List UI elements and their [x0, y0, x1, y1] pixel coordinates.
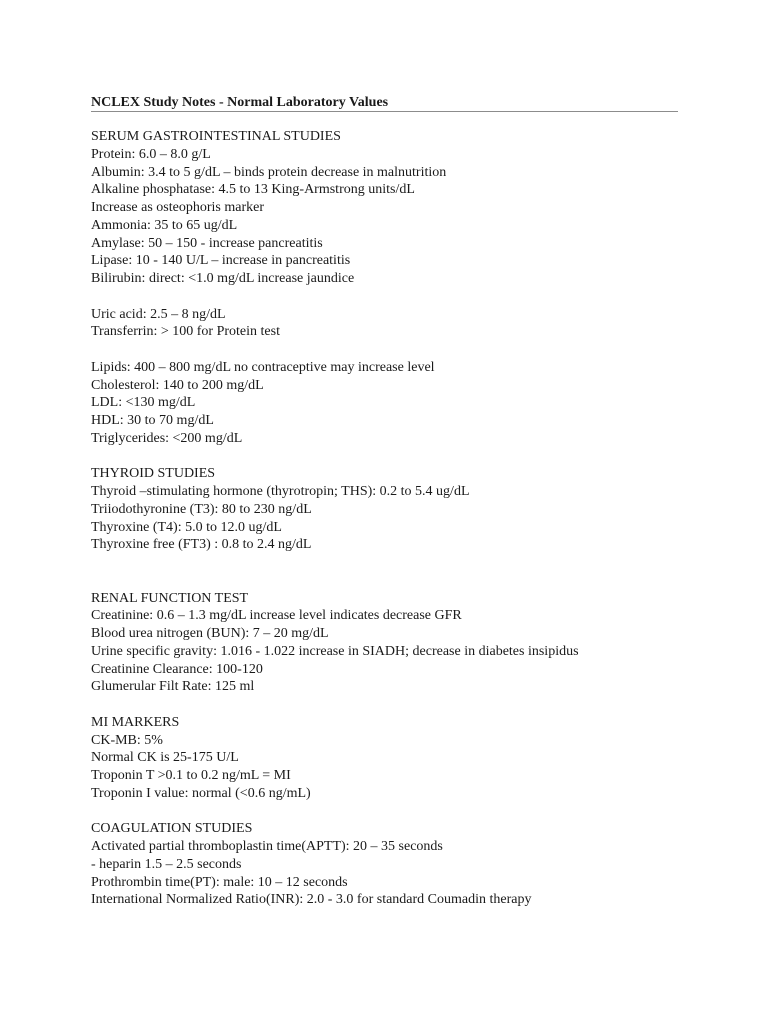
lab-value-line: Creatinine Clearance: 100-120 [91, 661, 263, 677]
title-divider [91, 111, 678, 112]
lab-value-line: Normal CK is 25-175 U/L [91, 750, 239, 766]
section-heading: SERUM GASTROINTESTINAL STUDIES [91, 129, 341, 144]
lab-value-line: Creatinine: 0.6 – 1.3 mg/dL increase level indicates decrease GFR [91, 608, 462, 624]
lab-value-line: HDL: 30 to 70 mg/dL [91, 413, 214, 428]
lab-value-line: Lipids: 400 – 800 mg/dL no contraceptive may increase level [91, 359, 435, 375]
lab-value-line: Increase as osteophoris marker [91, 200, 264, 215]
section-uric-transferrin [91, 306, 731, 342]
spacer [91, 554, 731, 590]
lab-value-line: Ammonia: 35 to 65 ug/dL [91, 217, 238, 233]
lab-value-line: International Normalized Ratio(INR): 2.0 - 3.0 for standard Coumadin therapy [91, 892, 532, 908]
spacer [91, 448, 731, 466]
lab-value-line: Alkaline phosphatase: 4.5 to 13 King-Armstrong units/dL [91, 182, 415, 198]
lab-value-line: Cholesterol: 140 to 200 mg/dL [91, 377, 264, 393]
spacer [91, 288, 731, 306]
document-body [91, 128, 731, 909]
spacer [91, 341, 731, 359]
lab-value-line: CK-MB: 5% [91, 732, 163, 748]
section-renal [91, 590, 731, 697]
lab-value-line: Triiodothyronine (T3): 80 to 230 ng/dL [91, 501, 312, 517]
lab-value-line: Troponin I value: normal (<0.6 ng/mL) [91, 785, 311, 801]
section-coagulation [91, 820, 731, 909]
lab-value-line: Transferrin: > 100 for Protein test [91, 324, 280, 340]
lab-value-line: Thyroid –stimulating hormone (thyrotropin; THS): 0.2 to 5.4 ug/dL [91, 484, 470, 499]
lab-value-line: LDL: <130 mg/dL [91, 395, 196, 411]
page-title: NCLEX Study Notes - Normal Laboratory Values [91, 95, 389, 110]
lab-value-line: Blood urea nitrogen (BUN): 7 – 20 mg/dL [91, 626, 329, 641]
section-serum-gi [91, 128, 731, 288]
section-thyroid [91, 465, 731, 554]
lab-value-line: Troponin T >0.1 to 0.2 ng/mL = MI [91, 768, 291, 783]
lab-value-line: Prothrombin time(PT): male: 10 – 12 seconds [91, 874, 348, 890]
lab-value-line: Lipase: 10 - 140 U/L – increase in pancreatitis [91, 253, 351, 269]
section-lipids [91, 359, 731, 448]
lab-value-line: Thyroxine free (FT3) : 0.8 to 2.4 ng/dL [91, 537, 312, 553]
lab-value-line: Protein: 6.0 – 8.0 g/L [91, 146, 211, 162]
lab-value-line: Amylase: 50 – 150 - increase pancreatitis [91, 235, 323, 251]
lab-value-line: Activated partial thromboplastin time(APTT): 20 – 35 seconds [91, 839, 443, 854]
lab-value-line: Bilirubin: direct: <1.0 mg/dL increase jaundice [91, 271, 355, 286]
lab-value-line: Glumerular Filt Rate: 125 ml [91, 679, 255, 695]
lab-value-line: Uric acid: 2.5 – 8 ng/dL [91, 306, 226, 322]
section-heading: RENAL FUNCTION TEST [91, 590, 249, 606]
section-heading: THYROID STUDIES [91, 466, 216, 482]
section-heading: COAGULATION STUDIES [91, 821, 253, 837]
lab-value-line: Urine specific gravity: 1.016 - 1.022 increase in SIADH; decrease in diabetes insipidus [91, 643, 579, 659]
lab-value-line: Triglycerides: <200 mg/dL [91, 430, 243, 446]
section-heading: MI MARKERS [91, 714, 180, 730]
spacer [91, 803, 731, 821]
lab-value-line: Albumin: 3.4 to 5 g/dL – binds protein decrease in malnutrition [91, 164, 447, 180]
lab-value-line: - heparin 1.5 – 2.5 seconds [91, 856, 242, 872]
spacer [91, 696, 731, 714]
lab-value-line: Thyroxine (T4): 5.0 to 12.0 ug/dL [91, 519, 282, 535]
section-mi-markers [91, 714, 731, 803]
